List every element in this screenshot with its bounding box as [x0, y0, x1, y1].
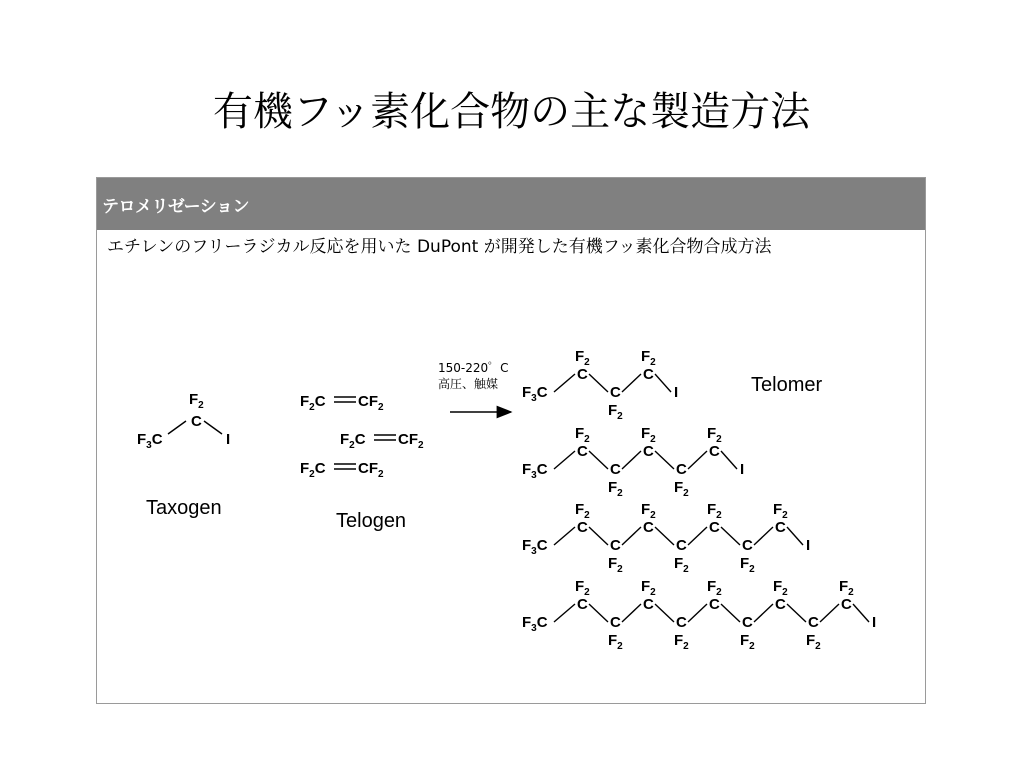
f2-substituent: $F_2$	[773, 578, 788, 598]
cf3-group: $F_3C$	[522, 461, 548, 481]
svg-text:C: C	[191, 413, 202, 430]
svg-text:CF2: $CF_2$	[358, 460, 384, 480]
bond-line	[622, 374, 641, 392]
carbon-atom: C	[775, 596, 786, 613]
taxogen-label: Taxogen	[146, 497, 222, 519]
f2-substituent: $F_2$	[773, 501, 788, 521]
f2-substituent: $F_2$	[641, 425, 656, 445]
telogen-structures	[300, 393, 424, 480]
iodine-atom: I	[674, 384, 679, 401]
carbon-atom: C	[577, 596, 588, 613]
carbon-atom: C	[676, 461, 687, 478]
bond-line	[853, 604, 869, 622]
f2-substituent: $F_2$	[707, 578, 722, 598]
bond-line	[787, 604, 806, 622]
bond-line	[589, 604, 608, 622]
carbon-atom: C	[742, 537, 753, 554]
svg-text:F2C: $F_2C$	[300, 393, 326, 413]
carbon-atom: C	[709, 596, 720, 613]
carbon-atom: C	[610, 614, 621, 631]
condition-pressure-catalyst: 高圧、触媒	[438, 377, 499, 391]
f2-substituent: $F_2$	[608, 632, 623, 652]
condition-temperature: 150-220゜C	[438, 361, 509, 375]
carbon-atom: C	[841, 596, 852, 613]
bond-line	[754, 604, 773, 622]
bond-line	[754, 527, 773, 545]
svg-text:F2C: $F_2C$	[300, 460, 326, 480]
bond-line	[655, 604, 674, 622]
carbon-atom: C	[775, 519, 786, 536]
f2-substituent: $F_2$	[608, 555, 623, 575]
panel-description: エチレンのフリーラジカル反応を用いた DuPont が開発した有機フッ素化合物合成方法	[107, 237, 772, 257]
svg-text:F2: $F_2$	[189, 391, 204, 411]
carbon-atom: C	[676, 537, 687, 554]
bond-line	[554, 451, 575, 469]
svg-text:F2C: $F_2C$	[340, 431, 366, 451]
carbon-atom: C	[808, 614, 819, 631]
bond-line	[655, 527, 674, 545]
f2-substituent: $F_2$	[608, 479, 623, 499]
f2-substituent: $F_2$	[674, 479, 689, 499]
svg-text:I: I	[226, 431, 231, 448]
carbon-atom: C	[643, 366, 654, 383]
iodine-atom: I	[806, 537, 811, 554]
bond-line	[554, 374, 575, 392]
f2-substituent: $F_2$	[707, 501, 722, 521]
bond-line	[589, 374, 608, 392]
carbon-atom: C	[709, 443, 720, 460]
bond-line	[589, 527, 608, 545]
cf3-group: $F_3C$	[522, 537, 548, 557]
carbon-atom: C	[643, 596, 654, 613]
bond-line	[589, 451, 608, 469]
f2-substituent: $F_2$	[740, 555, 755, 575]
carbon-atom: C	[577, 366, 588, 383]
bond-line	[554, 527, 575, 545]
carbon-atom: C	[610, 384, 621, 401]
bond-line	[787, 527, 803, 545]
bond-line	[688, 527, 707, 545]
f2-substituent: $F_2$	[575, 425, 590, 445]
page-title: 有機フッ素化合物の主な製造方法	[212, 89, 811, 135]
bond-line	[688, 604, 707, 622]
cf3-group: $F_3C$	[522, 384, 548, 404]
svg-text:CF2: $CF_2$	[398, 431, 424, 451]
panel-header: テロメリゼーション	[97, 178, 925, 230]
carbon-atom: C	[577, 443, 588, 460]
tetrafluoroethylene-2	[340, 431, 424, 451]
bond-line	[655, 374, 671, 392]
f2-substituent: $F_2$	[839, 578, 854, 598]
bond-line	[721, 527, 740, 545]
f2-substituent: $F_2$	[707, 425, 722, 445]
carbon-atom: C	[610, 537, 621, 554]
cf3-group: $F_3C$	[522, 614, 548, 634]
svg-text:CF2: $CF_2$	[358, 393, 384, 413]
telogen-label: Telogen	[336, 510, 407, 532]
telomer-structures	[522, 348, 876, 652]
f2-substituent: $F_2$	[806, 632, 821, 652]
tetrafluoroethylene-3	[300, 460, 384, 480]
bond-line	[688, 451, 707, 469]
bond-line	[721, 451, 737, 469]
f2-substituent: $F_2$	[575, 578, 590, 598]
f2-substituent: $F_2$	[575, 348, 590, 368]
bond-line	[721, 604, 740, 622]
carbon-atom: C	[643, 519, 654, 536]
carbon-atom: C	[610, 461, 621, 478]
iodine-atom: I	[740, 461, 745, 478]
f2-substituent: $F_2$	[641, 578, 656, 598]
f2-substituent: $F_2$	[674, 555, 689, 575]
bond-line	[820, 604, 839, 622]
bond-line	[622, 451, 641, 469]
taxogen-structure	[137, 391, 230, 451]
bond-line	[655, 451, 674, 469]
telomer-label: Telomer	[751, 374, 823, 396]
f2-substituent: $F_2$	[641, 501, 656, 521]
f2-substituent: $F_2$	[740, 632, 755, 652]
carbon-atom: C	[676, 614, 687, 631]
f2-substituent: $F_2$	[608, 402, 623, 422]
svg-text:F3C: $F_3C$	[137, 431, 163, 451]
bond-line	[622, 604, 641, 622]
iodine-atom: I	[872, 614, 877, 631]
f2-substituent: $F_2$	[641, 348, 656, 368]
carbon-atom: C	[709, 519, 720, 536]
bond-line	[622, 527, 641, 545]
f2-substituent: $F_2$	[674, 632, 689, 652]
tetrafluoroethylene-1	[300, 393, 384, 413]
carbon-atom: C	[742, 614, 753, 631]
f2-substituent: $F_2$	[575, 501, 590, 521]
carbon-atom: C	[577, 519, 588, 536]
bond-line	[554, 604, 575, 622]
carbon-atom: C	[643, 443, 654, 460]
